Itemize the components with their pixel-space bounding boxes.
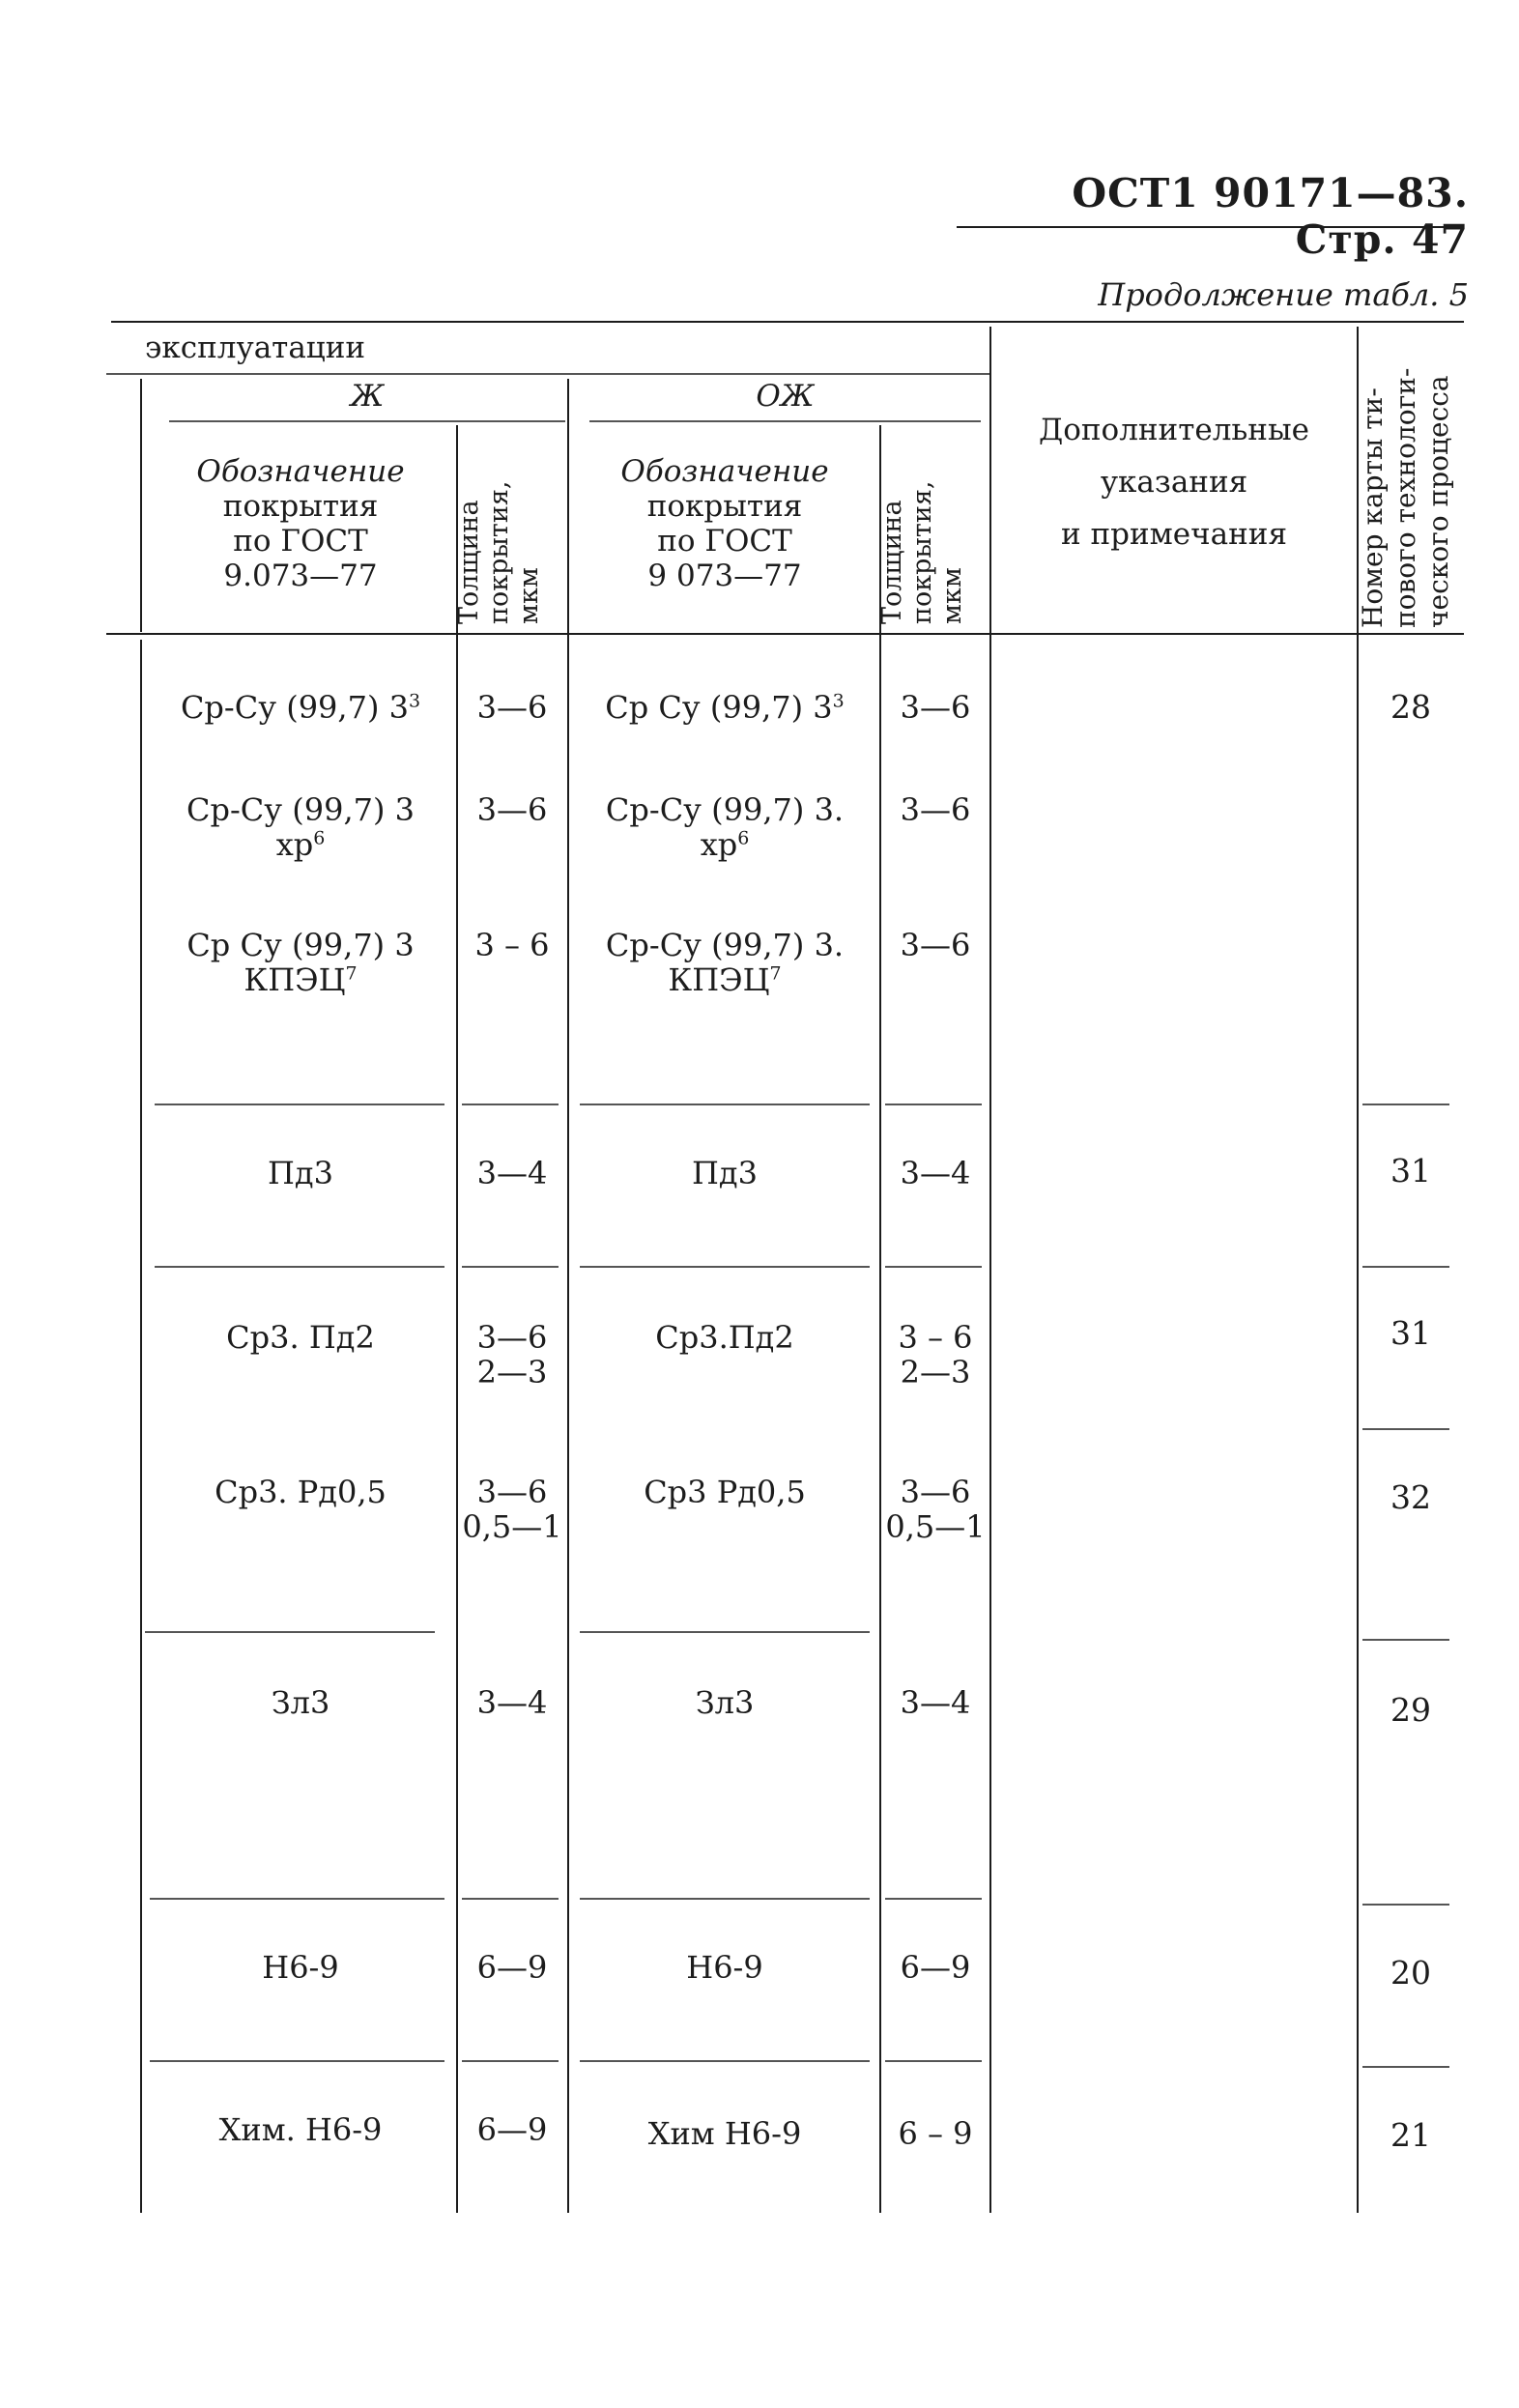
row-separator	[462, 1266, 559, 1268]
row-separator	[462, 2060, 559, 2062]
row-separator	[150, 1898, 444, 1900]
row-1b-ozh-designation: Ср-Су (99,7) 3. $хр^6$	[605, 791, 845, 863]
header-bottom-rule	[106, 633, 1464, 635]
group-rule	[106, 373, 990, 375]
row-2-ozh-designation: Пд3	[692, 1155, 758, 1191]
header-underline	[957, 226, 1464, 228]
zh-subheader: Ж	[350, 379, 385, 414]
row-4-card-number: 32	[1390, 1478, 1431, 1516]
row-separator	[580, 1104, 870, 1105]
row-separator	[462, 1898, 559, 1900]
row-separator	[1362, 1266, 1449, 1268]
row-separator	[1362, 2066, 1449, 2068]
ozh-designation-rest: покрытия по ГОСТ 9 073—77	[646, 489, 803, 593]
row-7-ozh-thickness: 6 – 9	[898, 2115, 973, 2152]
table-rule-left	[140, 640, 142, 2213]
row-separator	[885, 2060, 982, 2062]
row-separator	[580, 2060, 870, 2062]
col-rule-notes	[989, 327, 991, 2213]
row-separator	[580, 1631, 870, 1633]
row-separator	[462, 1104, 559, 1105]
row-3-ozh-designation: Ср3.Пд2	[655, 1319, 794, 1356]
ozh-subheader: ОЖ	[756, 379, 815, 414]
row-5-ozh-designation: Зл3	[695, 1684, 755, 1721]
row-3-zh-thickness: 3—6 2—3	[476, 1319, 548, 1390]
zh-thickness-header: Толщина покрытия, мкм	[454, 480, 544, 624]
row-6-ozh-designation: Н6-9	[686, 1949, 763, 1986]
row-1a-ozh-thickness: 3—6	[900, 689, 971, 726]
page-header: ОСТ1 90171—83. Стр. 47	[1072, 170, 1469, 263]
zh-designation-title: Обозначение	[196, 454, 405, 489]
table-rule-left-header	[140, 379, 142, 632]
row-1c-ozh-thickness: 3—6	[900, 927, 971, 963]
row-4-ozh-thickness: 3—6 0,5—1	[885, 1474, 986, 1545]
row-6-ozh-thickness: 6—9	[900, 1949, 971, 1986]
ozh-thickness-header: Толщина покрытия, мкм	[877, 480, 967, 624]
row-6-card-number: 20	[1390, 1954, 1431, 1992]
row-separator	[580, 1266, 870, 1268]
row-4-ozh-designation: Ср3 Рд0,5	[644, 1474, 806, 1510]
row-1a-ozh-designation: Ср Су (99,7) $3^3$	[605, 689, 845, 726]
row-1c-ozh-designation: Ср-Су (99,7) 3. КПЭЦ$^7$	[605, 927, 845, 998]
row-4-zh-designation: Ср3. Рд0,5	[215, 1474, 387, 1510]
row-6-zh-designation: Н6-9	[262, 1949, 339, 1986]
row-separator	[885, 1898, 982, 1900]
row-separator	[155, 1266, 444, 1268]
row-5-zh-thickness: 3—4	[476, 1684, 548, 1721]
row-7-card-number: 21	[1390, 2116, 1431, 2154]
row-separator	[1362, 1104, 1449, 1105]
row-2-card-number: 31	[1390, 1152, 1431, 1190]
row-1-card-number: 28	[1390, 688, 1431, 726]
row-separator	[1362, 1904, 1449, 1906]
row-5-ozh-thickness: 3—4	[900, 1684, 971, 1721]
zh-rule	[169, 420, 565, 422]
row-separator	[885, 1104, 982, 1105]
row-separator	[150, 2060, 444, 2062]
table-continuation-label: Продолжение табл. 5	[1098, 276, 1469, 313]
card-number-header: Номер карты ти- пового технологи- ческого процесса	[1357, 367, 1454, 628]
row-1b-zh-designation: Ср-Су (99,7) 3 $хр^6$	[186, 791, 415, 863]
row-separator	[155, 1104, 444, 1105]
row-5-zh-designation: Зл3	[271, 1684, 330, 1721]
row-2-ozh-thickness: 3—4	[900, 1155, 971, 1191]
row-1b-zh-thickness: 3—6	[476, 791, 548, 828]
row-separator	[885, 1266, 982, 1268]
notes-header: Дополнительные указания и примечания	[1039, 413, 1309, 552]
row-1c-zh-designation: Ср Су (99,7) 3 КПЭЦ$^7$	[186, 927, 415, 998]
row-7-zh-designation: Хим. Н6-9	[218, 2111, 383, 2148]
row-4-zh-thickness: 3—6 0,5—1	[462, 1474, 562, 1545]
row-5-card-number: 29	[1390, 1691, 1431, 1729]
ozh-rule	[589, 420, 981, 422]
row-separator	[1362, 1639, 1449, 1641]
zh-designation-header	[145, 454, 456, 593]
row-1c-zh-thickness: 3 – 6	[474, 927, 550, 963]
ozh-designation-title: Обозначение	[620, 454, 829, 489]
row-3-card-number: 31	[1390, 1314, 1431, 1352]
row-7-zh-thickness: 6—9	[476, 2111, 548, 2148]
row-2-zh-thickness: 3—4	[476, 1155, 548, 1191]
row-separator	[145, 1631, 435, 1633]
table-top-rule	[111, 321, 1464, 323]
row-1a-zh-thickness: 3—6	[476, 689, 548, 726]
row-6-zh-thickness: 6—9	[476, 1949, 548, 1986]
row-separator	[580, 1898, 870, 1900]
row-2-zh-designation: Пд3	[268, 1155, 333, 1191]
row-separator	[1362, 1428, 1449, 1430]
group-title: эксплуатации	[145, 330, 366, 365]
ozh-designation-header	[570, 454, 879, 593]
zh-designation-rest: покрытия по ГОСТ 9.073—77	[222, 489, 379, 593]
row-7-ozh-designation: Хим Н6-9	[647, 2115, 802, 2152]
row-1a-zh-designation: Ср-Су (99,7) $3^3$	[180, 689, 421, 726]
row-3-ozh-thickness: 3 – 6 2—3	[898, 1319, 973, 1390]
row-3-zh-designation: Ср3. Пд2	[226, 1319, 375, 1356]
row-1b-ozh-thickness: 3—6	[900, 791, 971, 828]
col-rule-zh-ozh	[567, 379, 569, 2213]
